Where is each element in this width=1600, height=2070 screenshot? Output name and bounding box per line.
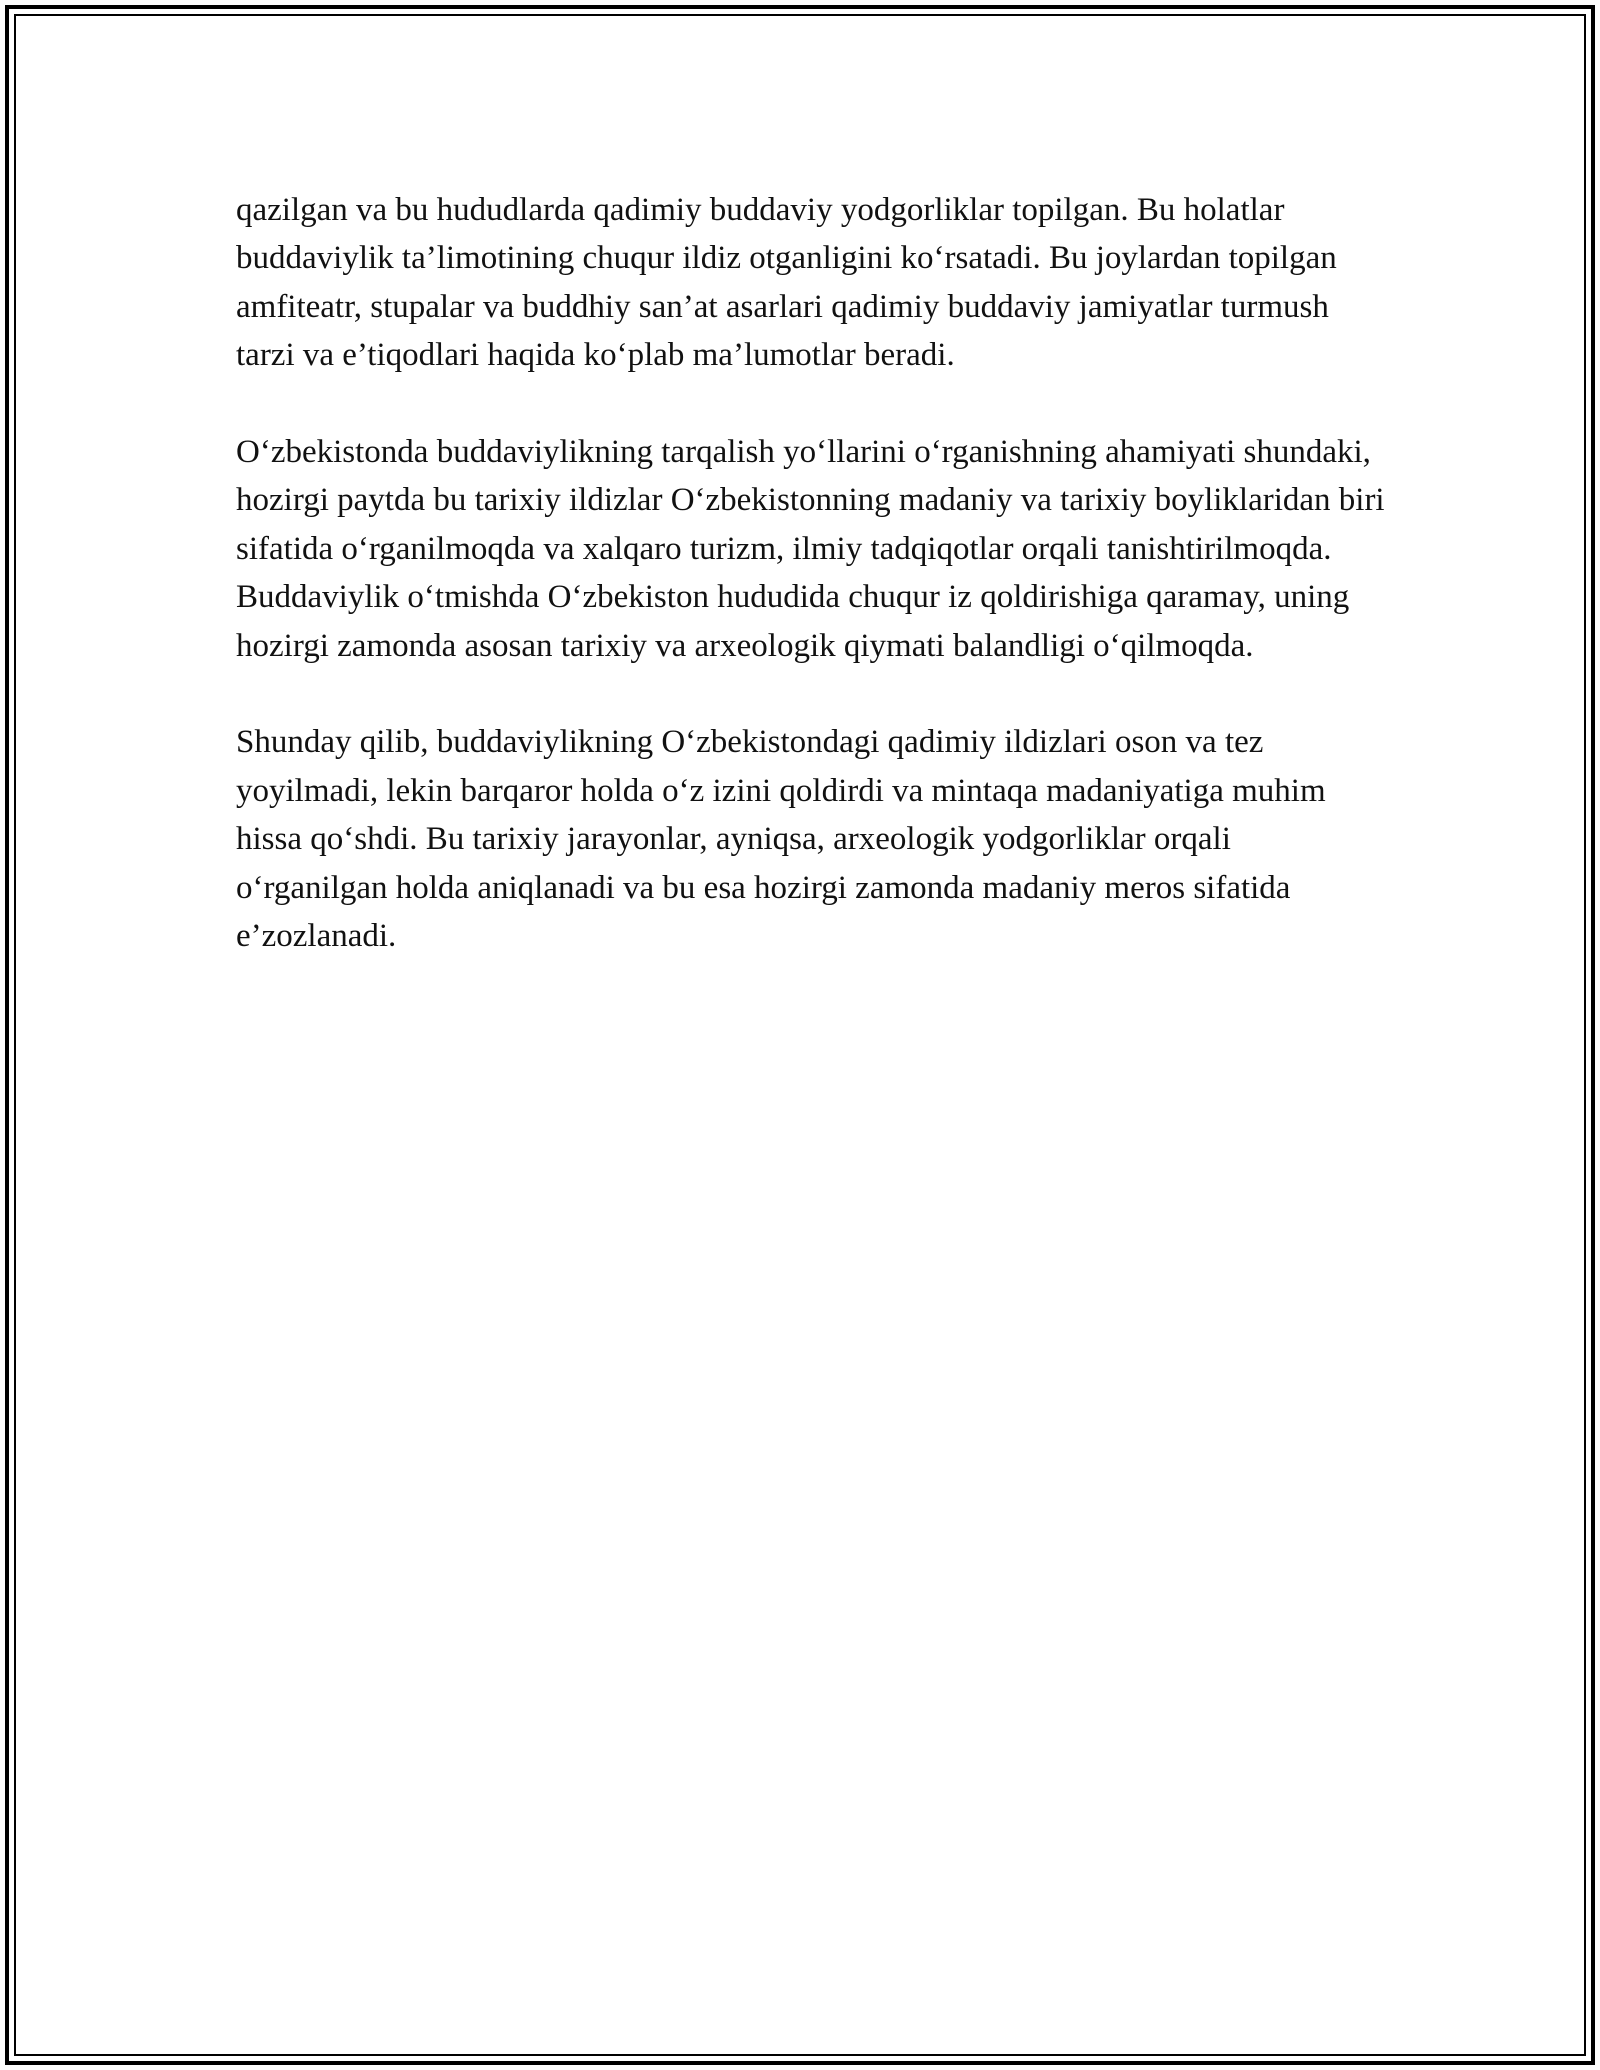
document-body [236,186,1386,960]
paragraph-3: Shunday qilib, buddaviylikning O‘zbekistondagi qadimiy ildizlari oson va tez yoyilmadi, lekin barqaror holda o‘z izini qoldirdi va mintaqa madaniyatiga muhim hissa qo‘shdi. Bu tarixiy jarayonlar, ayniqsa, arxeologik yodgorliklar orqali o‘rganilgan holda aniqlanadi va bu esa hozirgi zamonda madaniy meros sifatida e’zozlanadi. [236,724,1326,955]
paragraph-1: qazilgan va bu hududlarda qadimiy buddaviy yodgorliklar topilgan. Bu holatlar buddaviylik ta’limotining chuqur ildiz otganligini ko‘rsatadi. Bu joylardan topilgan amfiteatr, stupalar va buddhiy san’at asarlari qadimiy buddaviy jamiyatlar turmush tarzi va e’tiqodlari haqida ko‘plab ma’lumotlar beradi. [236,192,1337,374]
paragraph-2: O‘zbekistonda buddaviylikning tarqalish yo‘llarini o‘rganishning ahamiyati shundaki, hozirgi paytda bu tarixiy ildizlar O‘zbekistonning madaniy va tarixiy boyliklaridan biri sifatida o‘rganilmoqda va xalqaro turizm, ilmiy tadqiqotlar orqali tanishtirilmoqda. Buddaviylik o‘tmishda O‘zbekiston hududida chuqur iz qoldirishiga qaramay, uning hozirgi zamonda asosan tarixiy va arxeologik qiymati balandligi o‘qilmoqda. [236,434,1385,664]
